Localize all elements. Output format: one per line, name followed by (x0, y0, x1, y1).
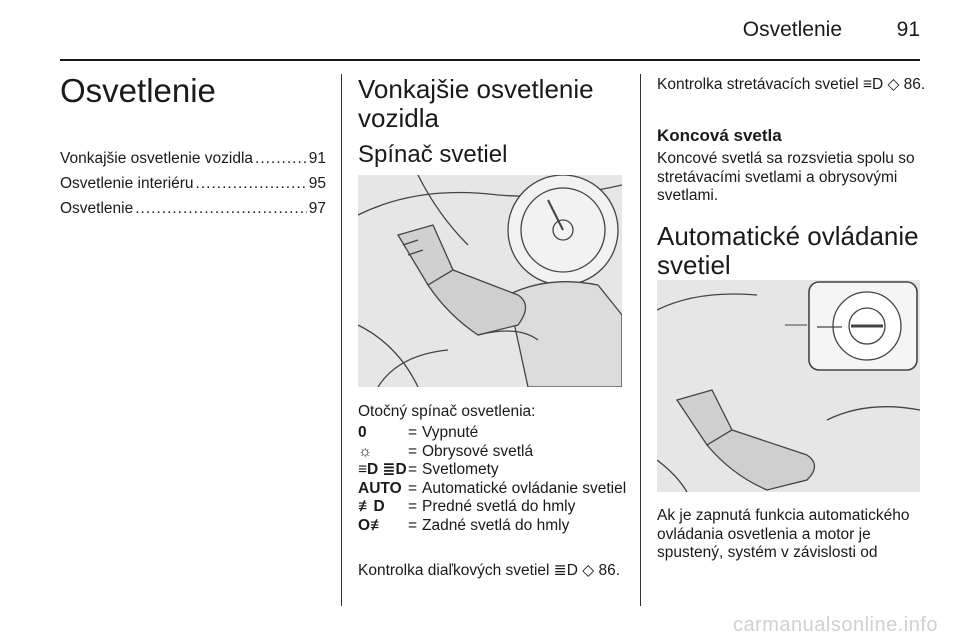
toc-leader-dots (196, 175, 307, 193)
highbeam-indicator-text: Kontrolka diaľkových svetiel ≣D ◇ 86. (358, 562, 621, 579)
legend-equals: = (408, 479, 418, 497)
section-title-auto-light-control: Automatické ovládanie svetiel (657, 221, 919, 280)
headlight-icon: ≡D ≣D (358, 461, 407, 478)
switch-legend (358, 424, 628, 535)
column-divider-2 (640, 74, 641, 606)
lowbeam-indicator-text: Kontrolka stretávacích svetiel ≡D ◇ 86. (657, 76, 926, 93)
toc-leader-dots (255, 150, 307, 168)
auto-symbol: AUTO (358, 479, 402, 497)
legend-equals: = (408, 442, 418, 460)
legend-row (358, 461, 628, 480)
legend-text: Predné svetlá do hmly (422, 498, 576, 515)
column-divider-1 (341, 74, 342, 606)
toc-item-label: Osvetlenie (60, 200, 134, 217)
table-of-contents (60, 150, 326, 225)
toc-item[interactable] (60, 150, 326, 175)
toc-item[interactable] (60, 175, 326, 200)
section-title-exterior-lighting: Vonkajšie osvetlenie vozidla (358, 74, 594, 133)
running-head-title: Osvetlenie (742, 18, 842, 41)
rear-fog-icon: O≢ (358, 516, 386, 534)
auto-light-text: Ak je zapnutá funkcia automatického ovládania osvetlenia a motor je spustený, systém v závislosti od (657, 507, 910, 561)
subsection-title-light-switch: Spínač svetiel (358, 141, 508, 168)
toc-item-label: Osvetlenie interiéru (60, 175, 194, 192)
toc-item-page: 95 (308, 175, 326, 192)
legend-equals: = (408, 424, 418, 441)
watermark: carmanualsonline.info (732, 614, 938, 636)
legend-row (358, 480, 628, 499)
page-number: 91 (896, 18, 920, 41)
tail-lights-heading: Koncová svetla (657, 126, 782, 145)
legend-row (358, 498, 628, 517)
front-fog-icon: ≢D (358, 498, 385, 515)
legend-equals: = (408, 516, 418, 534)
legend-text: Svetlomety (422, 461, 499, 478)
legend-text: Vypnuté (422, 424, 479, 441)
legend-row (358, 424, 628, 443)
legend-text: Automatické ovládanie svetiel (422, 479, 627, 497)
tail-lights-text: Koncové svetlá sa rozsvietia spolu so stretávacími svetlami a obrysovými svetlami. (657, 150, 915, 204)
chapter-title: Osvetlenie (60, 72, 216, 109)
legend-row (358, 517, 628, 536)
legend-equals: = (408, 498, 418, 515)
legend-text: Zadné svetlá do hmly (422, 516, 570, 534)
legend-text: Obrysové svetlá (422, 442, 534, 460)
rotary-switch-intro: Otočný spínač osvetlenia: (358, 403, 536, 420)
legend-row (358, 443, 628, 462)
sidelight-icon: ☼ (358, 442, 373, 460)
toc-item[interactable] (60, 200, 326, 225)
toc-leader-dots (135, 200, 307, 218)
toc-item-label: Vonkajšie osvetlenie vozidla (60, 150, 254, 167)
toc-item-page: 97 (308, 200, 326, 217)
header-rule (60, 59, 920, 61)
running-head (60, 18, 920, 48)
legend-equals: = (408, 461, 418, 478)
auto-light-switch-illustration (657, 280, 920, 492)
toc-item-page: 91 (308, 150, 326, 167)
light-switch-illustration (358, 175, 622, 387)
off-symbol-icon: 0 (358, 424, 367, 441)
